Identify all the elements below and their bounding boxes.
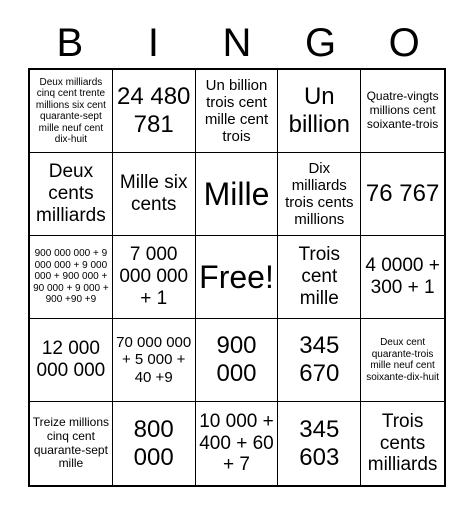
bingo-cell[interactable]: Treize millions cinq cent quarante-sept mille: [30, 402, 113, 485]
bingo-cell[interactable]: Un billion: [278, 70, 361, 153]
header-letter-g: G: [305, 21, 337, 65]
bingo-cell[interactable]: 345 670: [278, 319, 361, 402]
bingo-board: [28, 68, 446, 487]
header-letter-b: B: [56, 21, 84, 65]
header-letter-o: O: [388, 21, 420, 65]
bingo-cell[interactable]: Quatre-vingts millions cent soixante-trois: [361, 70, 444, 153]
bingo-cell[interactable]: 4 0000 + 300 + 1: [361, 236, 444, 319]
bingo-cell[interactable]: 76 767: [361, 153, 444, 236]
bingo-cell[interactable]: 70 000 000 + 5 000 + 40 +9: [113, 319, 196, 402]
bingo-cell[interactable]: Deux cents milliards: [30, 153, 113, 236]
bingo-cell[interactable]: Trois cents milliards: [367, 410, 438, 476]
bingo-header: [28, 18, 446, 68]
bingo-cell-free[interactable]: Free!: [196, 236, 279, 319]
bingo-cell[interactable]: 7 000 000 000 + 1: [113, 236, 196, 319]
bingo-cell[interactable]: 900 000 000 + 9 000 000 + 9 000 000 + 900 000 + 90 000 + 9 000 + 900 +90 +9: [30, 236, 113, 319]
bingo-cell[interactable]: 24 480 781: [113, 70, 196, 153]
header-letter-i: I: [147, 21, 159, 65]
bingo-cell[interactable]: 900 000: [196, 319, 279, 402]
header-letter-n: N: [222, 21, 252, 65]
bingo-cell[interactable]: Deux cent quarante-trois mille neuf cent soixante-dix-huit: [361, 319, 444, 402]
bingo-cell[interactable]: Dix milliards trois cents millions: [278, 153, 361, 236]
bingo-cell[interactable]: 10 000 + 400 + 60 + 7: [196, 402, 279, 485]
bingo-cell[interactable]: Deux milliards cinq cent trente millions six cent quarante-sept mille neuf cent dix-huit: [30, 70, 113, 153]
bingo-cell[interactable]: Un billion trois cent mille cent trois: [196, 70, 279, 153]
bingo-cell[interactable]: Trois cent mille: [278, 236, 361, 319]
bingo-cell[interactable]: 800 000: [113, 402, 196, 485]
bingo-cell[interactable]: Mille six cents: [113, 153, 196, 236]
bingo-cell[interactable]: Mille: [196, 153, 279, 236]
bingo-cell[interactable]: 12 000 000 000: [30, 319, 113, 402]
bingo-cell[interactable]: 345 603: [278, 402, 361, 485]
